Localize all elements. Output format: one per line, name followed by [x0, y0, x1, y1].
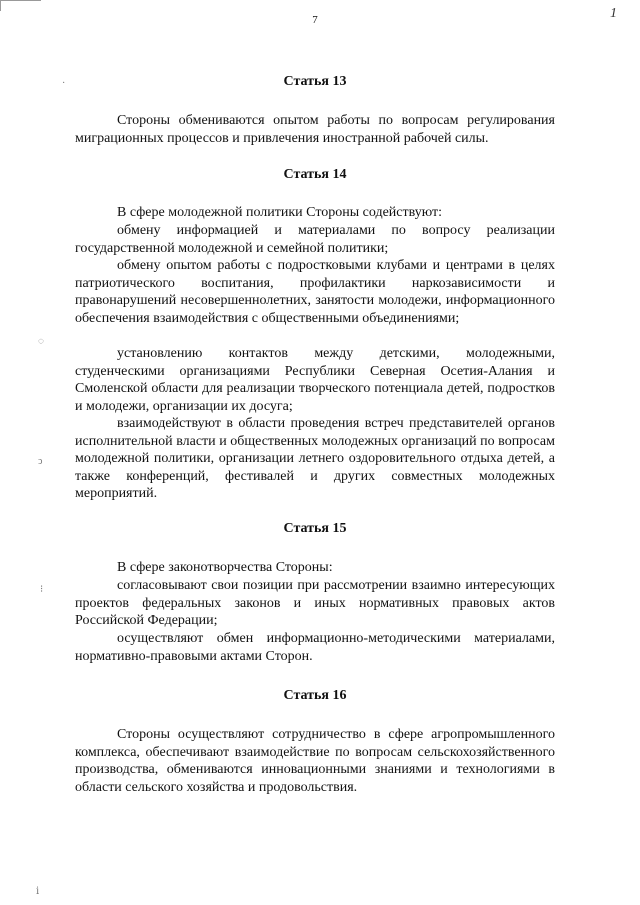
article-14-paragraph-3: установлению контактов между детскими, молодежными, студенческими организациями Республики Северная Осетия-Алания и Смоленской области для реализации творческого потенциала детей, подростков и молодежи, организации их досуга; — [75, 346, 555, 414]
page-number: 7 — [312, 14, 318, 26]
article-14-intro: В сфере молодежной политики Стороны содействуют: — [117, 205, 443, 220]
margin-speck: ⁝ — [40, 584, 44, 595]
article-16-heading: Статья 16 — [283, 688, 347, 703]
margin-speck: · — [62, 78, 66, 89]
article-14-paragraph-4: взаимодействуют в области проведения встреч представителей органов исполнительной власти и общественных молодежных организаций по вопросам молодежной политики, организации летнего оздоровительного отдыха детей, а также конференций, фестивалей и других совместных молодежных мероприятий. — [75, 416, 555, 502]
article-16-paragraph: Стороны осуществляют сотрудничество в сфере агропромышленного комплекса, обеспечивают взаимодействие по вопросам сельскохозяйственного производства, обмениваются инновационными знаниями и технологиями в области сельского хозяйства и продовольствия. — [75, 727, 555, 795]
article-15-paragraph-1: согласовывают свои позиции при рассмотрении взаимно интересующих проектов федеральных законов и иных нормативных правовых актов Российской Федерации; — [75, 578, 555, 629]
article-15-paragraph-2: осуществляют обмен информационно-методическими материалами, нормативно-правовыми актами Сторон. — [75, 631, 555, 664]
margin-speck: ↄ — [38, 456, 43, 467]
article-14-paragraph-1: обмену информацией и материалами по вопросу реализации государственной молодежной и семейной политики; — [75, 223, 555, 256]
scan-edge — [0, 0, 41, 11]
margin-speck: ⅰ — [36, 886, 40, 897]
handwritten-page-mark: 1 — [610, 6, 617, 21]
article-15-heading: Статья 15 — [283, 521, 347, 536]
article-13-paragraph: Стороны обмениваются опытом работы по вопросам регулирования миграционных процессов и привлечения иностранной рабочей силы. — [75, 113, 555, 146]
article-13-heading: Статья 13 — [283, 74, 347, 89]
article-14-paragraph-2: обмену опытом работы с подростковыми клубами и центрами в целях патриотического воспитания, профилактики наркозависимости и правонарушений несовершеннолетних, занятости молодежи, информационного обеспечения взаимодействия с общественными объединениями; — [75, 258, 555, 326]
article-14-heading: Статья 14 — [283, 167, 347, 182]
article-15-intro: В сфере законотворчества Стороны: — [117, 560, 333, 575]
margin-speck: ◌ — [38, 336, 44, 347]
